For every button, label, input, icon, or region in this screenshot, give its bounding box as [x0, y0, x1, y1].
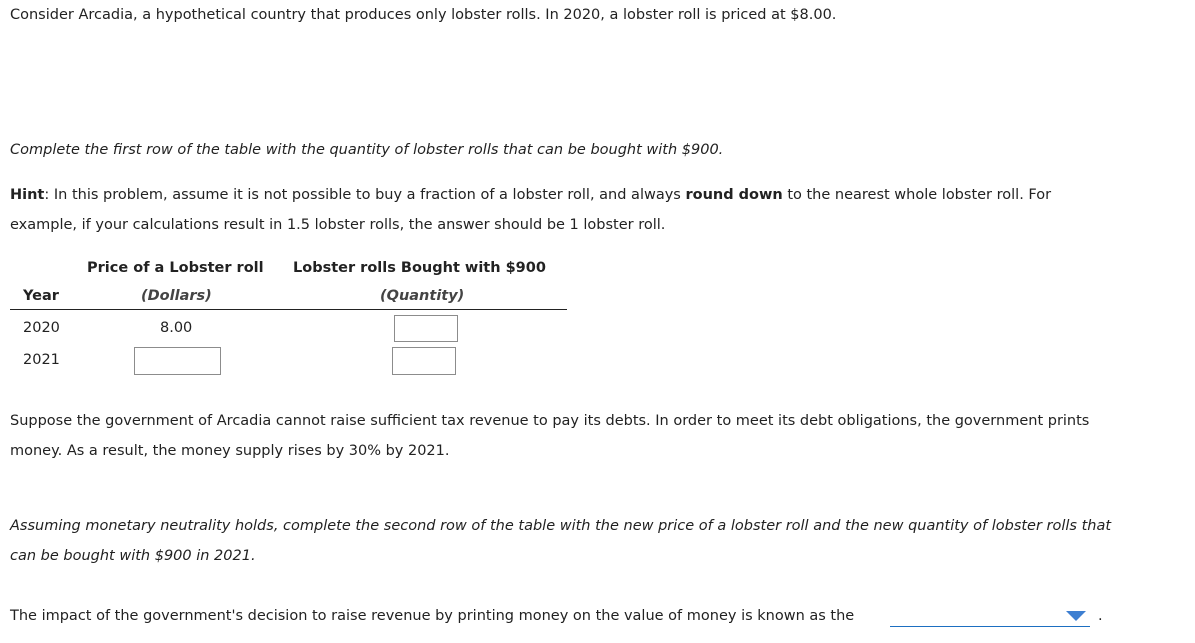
instruction-first-row: Complete the first row of the table with the quantity of lobster rolls that can be bought with $900.	[10, 142, 724, 158]
col-year-header: Year	[23, 288, 59, 304]
table-header-rule	[10, 309, 567, 310]
impact-dropdown-underline	[890, 626, 1090, 627]
caret-down-icon[interactable]	[1066, 611, 1086, 621]
hint-emphasis: round down	[685, 187, 783, 203]
instruction-second-row-line-1: Assuming monetary neutrality holds, complete the second row of the table with the new price of a lobster roll and the new quantity of lobster rolls that	[10, 518, 1112, 534]
hint-text-after: to the nearest whole lobster roll. For	[782, 187, 1052, 203]
instruction-second-row-line-2: can be bought with $900 in 2021.	[10, 548, 256, 564]
row-2020-price: 8.00	[160, 320, 193, 336]
impact-period: .	[1098, 608, 1103, 624]
col-qty-title: Lobster rolls Bought with $900	[293, 260, 546, 276]
scenario-line-2: money. As a result, the money supply rises by 30% by 2021.	[10, 443, 450, 459]
hint-line-2: example, if your calculations result in 1.5 lobster rolls, the answer should be 1 lobster roll.	[10, 217, 666, 233]
col-price-unit: (Dollars)	[141, 288, 212, 304]
impact-dropdown[interactable]	[890, 606, 1090, 627]
row-2020-year: 2020	[23, 320, 60, 336]
intro-text: Consider Arcadia, a hypothetical country that produces only lobster rolls. In 2020, a lobster roll is priced at $8.00.	[10, 7, 837, 23]
hint-label: Hint	[10, 187, 45, 203]
row-2021-price-input[interactable]	[134, 347, 221, 375]
hint-text-before: : In this problem, assume it is not possible to buy a fraction of a lobster roll, and always	[44, 187, 686, 203]
row-2021-year: 2021	[23, 352, 60, 368]
col-price-title: Price of a Lobster roll	[87, 260, 264, 276]
hint-line-1	[10, 187, 1051, 203]
impact-question-text: The impact of the government's decision to raise revenue by printing money on the value of money is known as the	[10, 608, 855, 624]
row-2021-qty-input[interactable]	[392, 347, 456, 375]
row-2020-qty-input[interactable]	[394, 315, 458, 342]
scenario-line-1: Suppose the government of Arcadia cannot raise sufficient tax revenue to pay its debts. In order to meet its debt obligations, the government prints	[10, 413, 1090, 429]
col-qty-unit: (Quantity)	[380, 288, 465, 304]
